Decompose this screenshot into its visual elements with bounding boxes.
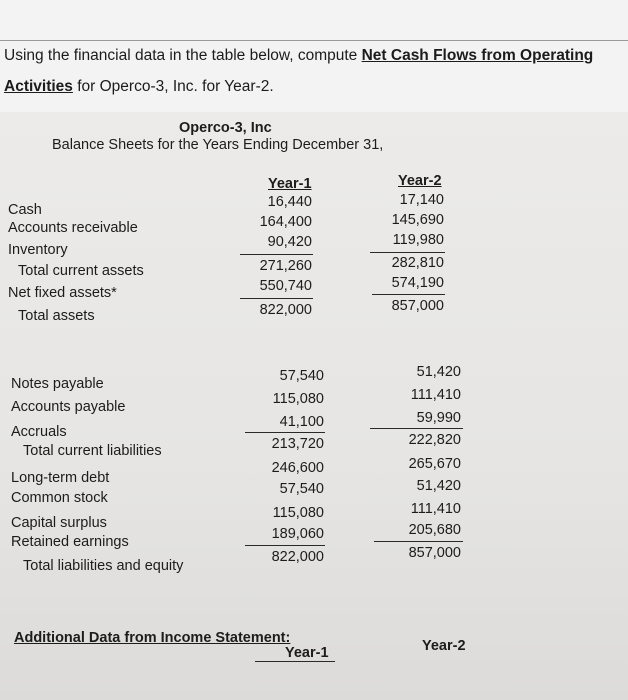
liability-year1-value: 115,080 xyxy=(272,505,324,521)
asset-year1-value: 271,260 xyxy=(259,258,312,274)
asset-year2-value: 574,190 xyxy=(391,275,444,291)
liability-year1-value: 57,540 xyxy=(279,368,324,384)
liability-year2-value: 51,420 xyxy=(416,364,461,380)
rule xyxy=(374,541,463,542)
col-header-year1: Year-1 xyxy=(268,176,312,192)
asset-label: Cash xyxy=(8,202,42,218)
asset-year1-value: 16,440 xyxy=(267,194,312,210)
asset-year1-value: 90,420 xyxy=(267,234,312,250)
liability-year1-value: 246,600 xyxy=(271,460,324,476)
asset-label: Total assets xyxy=(18,308,95,324)
liability-year2-value: 205,680 xyxy=(408,522,461,538)
asset-label: Accounts receivable xyxy=(8,220,138,236)
question-panel xyxy=(0,0,628,112)
question-line-2 xyxy=(4,78,274,96)
liability-label: Accounts payable xyxy=(11,399,126,415)
liability-label: Total liabilities and equity xyxy=(23,558,184,574)
company-name: Operco-3, Inc xyxy=(179,120,272,136)
liability-year1-value: 189,060 xyxy=(271,526,324,542)
asset-year2-value: 282,810 xyxy=(391,255,444,271)
rule xyxy=(255,661,335,662)
liability-year2-value: 51,420 xyxy=(416,478,461,494)
liability-year2-value: 265,670 xyxy=(408,456,461,472)
liability-label: Common stock xyxy=(11,490,108,506)
rule xyxy=(240,254,313,255)
liability-year2-value: 59,990 xyxy=(416,410,461,426)
liability-year1-value: 822,000 xyxy=(271,549,324,565)
question-emphasis-2: Activities xyxy=(4,78,73,95)
col-header-year2: Year-2 xyxy=(398,173,442,189)
question-text: Using the financial data in the table below, compute xyxy=(4,47,362,64)
liability-label: Accruals xyxy=(11,424,67,440)
rule xyxy=(240,298,313,299)
question-text-2: for Operco-3, Inc. for Year-2. xyxy=(72,78,274,95)
additional-year2-header: Year-2 xyxy=(422,638,466,654)
rule xyxy=(370,428,463,429)
asset-label: Net fixed assets* xyxy=(8,285,117,301)
rule xyxy=(245,432,325,433)
asset-year1-value: 822,000 xyxy=(259,302,312,318)
divider xyxy=(0,40,628,41)
question-emphasis: Net Cash Flows from Operating xyxy=(361,47,594,64)
asset-year2-value: 145,690 xyxy=(391,212,444,228)
rule xyxy=(370,252,445,253)
additional-data-heading: Additional Data from Income Statement: xyxy=(14,630,291,646)
question-line-1 xyxy=(4,47,593,65)
liability-label: Notes payable xyxy=(11,376,104,392)
asset-year2-value: 119,980 xyxy=(392,232,444,248)
liability-label: Long-term debt xyxy=(11,470,110,486)
sheet-subtitle: Balance Sheets for the Years Ending December 31, xyxy=(52,137,384,153)
asset-label: Total current assets xyxy=(18,263,144,279)
liability-year1-value: 213,720 xyxy=(271,436,324,452)
liability-year2-value: 111,410 xyxy=(410,387,461,403)
liability-year1-value: 115,080 xyxy=(272,391,324,407)
liability-label: Total current liabilities xyxy=(23,443,162,459)
liability-year2-value: 857,000 xyxy=(408,545,461,561)
liability-year2-value: 222,820 xyxy=(408,432,461,448)
asset-year2-value: 17,140 xyxy=(399,192,444,208)
liability-year1-value: 57,540 xyxy=(279,481,324,497)
asset-label: Inventory xyxy=(8,242,68,258)
liability-label: Capital surplus xyxy=(11,515,107,531)
rule xyxy=(245,545,325,546)
asset-year1-value: 164,400 xyxy=(259,214,312,230)
liability-year1-value: 41,100 xyxy=(279,414,324,430)
liability-year2-value: 111,410 xyxy=(410,501,461,517)
balance-sheet-photo xyxy=(0,112,628,700)
asset-year1-value: 550,740 xyxy=(259,278,312,294)
rule xyxy=(372,294,445,295)
additional-year1-header: Year-1 xyxy=(285,645,329,661)
asset-year2-value: 857,000 xyxy=(391,298,444,314)
liability-label: Retained earnings xyxy=(11,534,129,550)
